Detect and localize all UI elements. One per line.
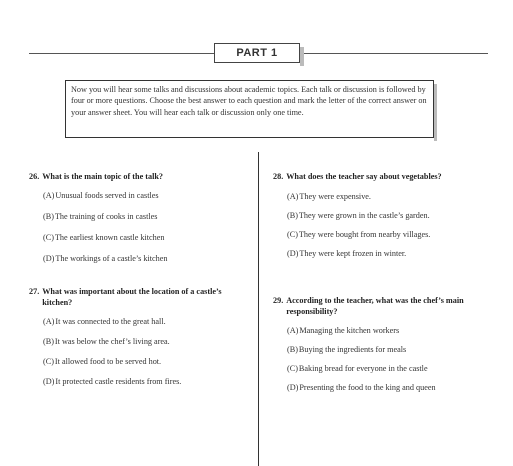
question-text: According to the teacher, what was the chef’s main responsibility? xyxy=(286,296,464,316)
option-letter: (D) xyxy=(287,248,299,258)
question-number: 27. xyxy=(29,287,40,296)
option-letter: (A) xyxy=(43,317,55,326)
option-letter: (D) xyxy=(43,377,55,386)
option-c[interactable] xyxy=(287,230,458,240)
option-letter: (D) xyxy=(287,383,299,392)
directions-box: Now you will hear some talks and discussions about academic topics. Each talk or discussion is followed by four or more questions. Choose the best answer to each question and mark the letter of the correct answer on your answer sheet. You will hear each talk or discussion only one time. xyxy=(65,80,434,138)
question-text: What was important about the location of a castle’s kitchen? xyxy=(42,287,222,307)
option-b[interactable] xyxy=(43,337,234,347)
question-27 xyxy=(29,287,234,387)
option-letter: (D) xyxy=(43,253,55,263)
option-a[interactable] xyxy=(43,191,244,201)
option-text: Managing the kitchen workers xyxy=(299,326,400,335)
question-stem xyxy=(273,296,488,317)
option-letter: (A) xyxy=(287,326,299,335)
option-d[interactable] xyxy=(287,383,488,393)
option-letter: (C) xyxy=(287,364,298,373)
column-divider xyxy=(258,152,259,466)
answer-options xyxy=(273,192,458,259)
option-c[interactable] xyxy=(287,364,488,374)
header-rule-left xyxy=(29,53,214,54)
part-label: PART 1 xyxy=(214,43,300,63)
option-text: Buying the ingredients for meals xyxy=(298,345,407,354)
option-text: It allowed food to be served hot. xyxy=(54,357,162,366)
question-stem xyxy=(29,172,244,183)
option-c[interactable] xyxy=(43,357,234,367)
option-text: They were grown in the castle’s garden. xyxy=(298,210,430,220)
question-29 xyxy=(273,296,488,393)
option-letter: (A) xyxy=(43,190,55,200)
option-d[interactable] xyxy=(43,254,244,264)
header-rule-right xyxy=(302,53,488,54)
option-letter: (B) xyxy=(43,211,54,221)
option-b[interactable] xyxy=(43,212,244,222)
option-a[interactable] xyxy=(287,326,488,336)
option-text: It was connected to the great hall. xyxy=(55,317,166,326)
option-letter: (C) xyxy=(287,229,298,239)
question-stem xyxy=(273,172,458,183)
option-d[interactable] xyxy=(43,377,234,387)
option-b[interactable] xyxy=(287,211,458,221)
option-a[interactable] xyxy=(43,317,234,327)
question-number: 26. xyxy=(29,172,40,181)
option-text: Baking bread for everyone in the castle xyxy=(298,364,428,373)
answer-options xyxy=(29,191,244,264)
option-letter: (C) xyxy=(43,232,54,242)
answer-options xyxy=(273,326,488,393)
option-letter: (B) xyxy=(43,337,54,346)
option-text: They were kept frozen in winter. xyxy=(299,248,407,258)
option-a[interactable] xyxy=(287,192,458,202)
question-number: 28. xyxy=(273,172,284,181)
option-text: Presenting the food to the king and queen xyxy=(299,383,436,392)
option-text: The workings of a castle’s kitchen xyxy=(55,253,168,263)
option-letter: (B) xyxy=(287,210,298,220)
question-number: 29. xyxy=(273,296,284,305)
option-letter: (B) xyxy=(287,345,298,354)
option-text: Unusual foods served in castles xyxy=(55,190,159,200)
option-d[interactable] xyxy=(287,249,458,259)
question-text: What does the teacher say about vegetables? xyxy=(286,172,442,181)
option-text: It protected castle residents from fires. xyxy=(55,377,182,386)
question-26 xyxy=(29,172,244,264)
option-text: It was below the chef’s living area. xyxy=(54,337,170,346)
question-28 xyxy=(273,172,458,259)
question-stem xyxy=(29,287,234,308)
option-c[interactable] xyxy=(43,233,244,243)
question-text: What is the main topic of the talk? xyxy=(42,172,163,181)
answer-options xyxy=(29,317,234,387)
option-text: The training of cooks in castles xyxy=(54,211,158,221)
option-letter: (C) xyxy=(43,357,54,366)
option-letter: (A) xyxy=(287,191,299,201)
option-text: They were expensive. xyxy=(299,191,371,201)
option-b[interactable] xyxy=(287,345,488,355)
option-text: The earliest known castle kitchen xyxy=(54,232,165,242)
option-text: They were bought from nearby villages. xyxy=(298,229,431,239)
